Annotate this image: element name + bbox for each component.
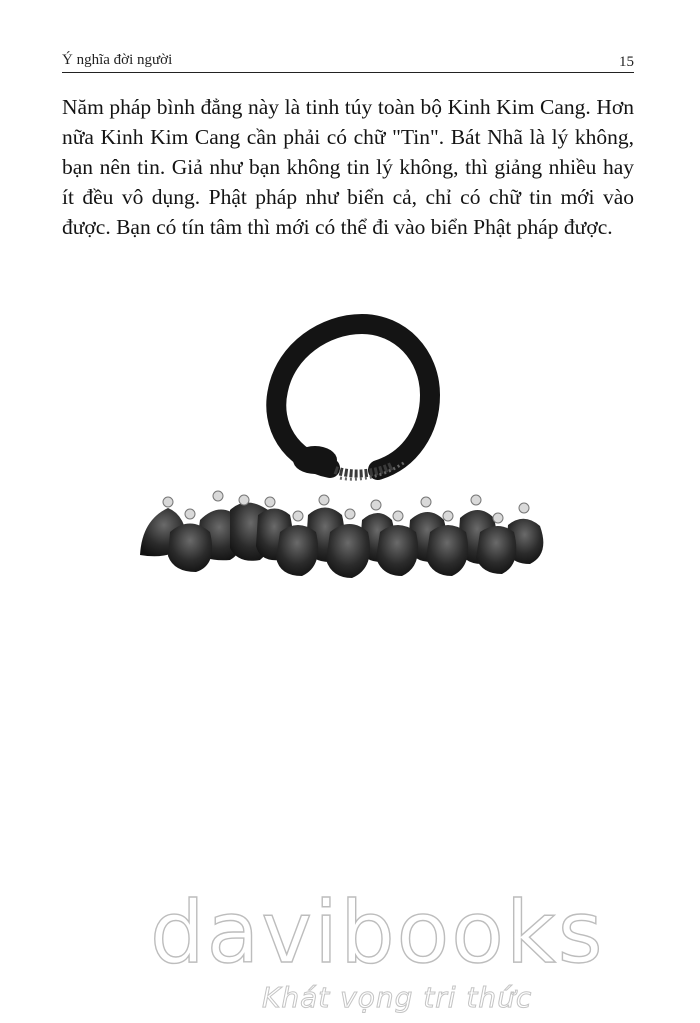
page-number: 15 <box>619 54 634 70</box>
page-header <box>62 50 634 73</box>
watermark-tagline: Khát vọng tri thức <box>262 981 533 1014</box>
watermark <box>0 883 700 1020</box>
enso-monks-illustration <box>130 310 560 590</box>
body-paragraph: Năm pháp bình đẳng này là tinh túy toàn bộ Kinh Kim Cang. Hơn nữa Kinh Kim Cang cần phải có chữ "Tin". Bát Nhã là lý không, bạn nên tin. Giả như bạn không tin lý không, thì giảng nhiều hay ít đều vô dụng. Phật pháp như biển cả, chỉ có chữ tin mới vào được. Bạn có tín tâm thì mới có thể đi vào biển Phật pháp được. <box>62 95 634 239</box>
running-title: Ý nghĩa đời người <box>62 52 173 68</box>
watermark-brand: davibooks <box>150 883 605 983</box>
monks-row-icon <box>140 491 543 578</box>
enso-circle-icon <box>276 324 430 479</box>
